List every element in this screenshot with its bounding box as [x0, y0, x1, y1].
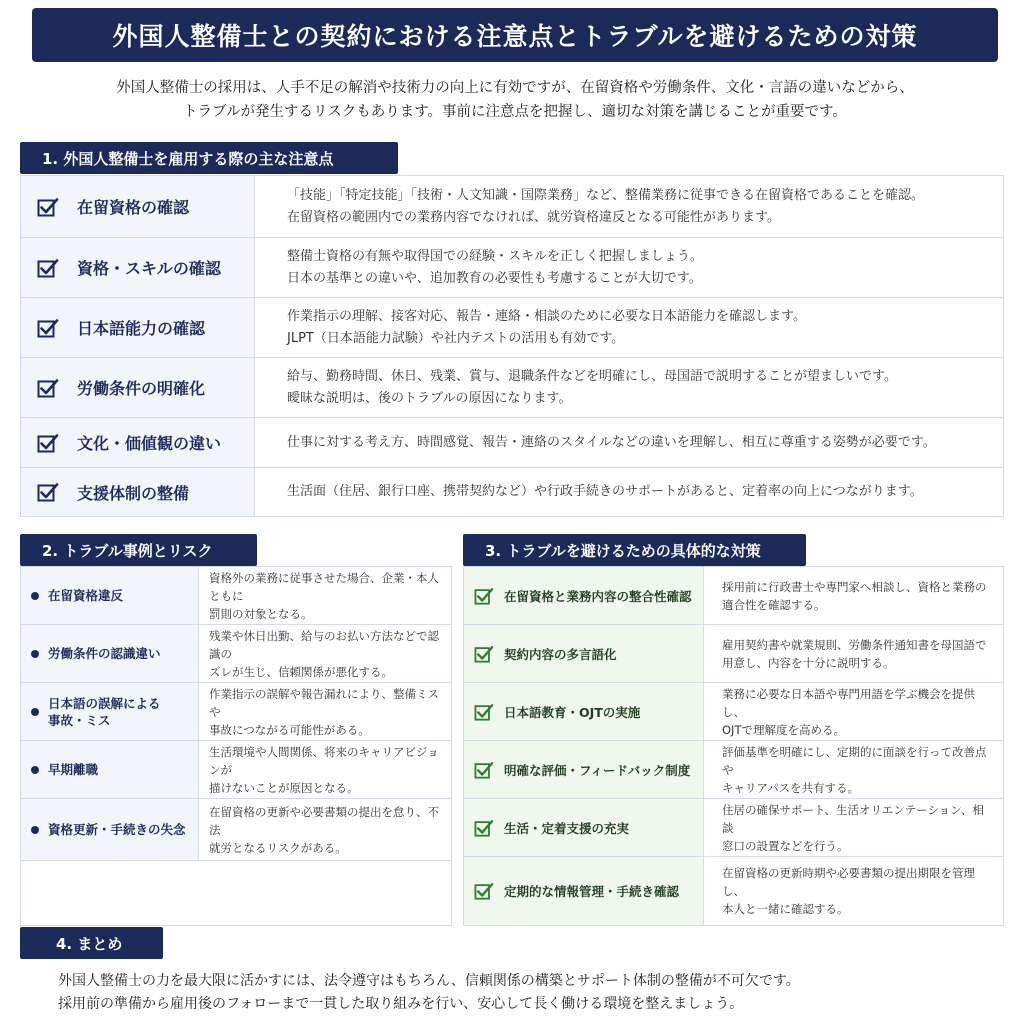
bullet-dot-icon: [31, 826, 39, 834]
row-label: [464, 857, 704, 925]
desc-line: 住居の確保サポート、生活オリエンテーション、相談: [722, 802, 984, 835]
checkbox-check-icon: [37, 433, 59, 453]
row-description: [255, 468, 1003, 516]
row-label: [21, 238, 255, 297]
row-label: [464, 683, 704, 740]
row-label: [464, 799, 704, 856]
table-row: [21, 298, 1003, 358]
desc-line: 在留資格の更新や必要書類の提出を怠り、不法: [209, 804, 439, 837]
desc-line: 本人と一緒に確認する。: [722, 902, 849, 916]
green-checkbox-check-icon: [474, 819, 494, 837]
row-label-text: 在留資格の確認: [77, 198, 190, 217]
row-description: [199, 683, 451, 740]
section3-table: [463, 566, 1004, 926]
table-row: [21, 358, 1003, 418]
bullet-dot-icon: [31, 708, 39, 716]
desc-line: 「技能」「特定技能」「技術・人文知識・国際業務」など、整備業務に従事できる在留資格であることを確認。: [287, 187, 925, 203]
row-label-text: 文化・価値観の違い: [77, 434, 222, 453]
table-row: [21, 176, 1003, 238]
checkbox-check-icon: [37, 197, 59, 217]
table-row: [21, 468, 1003, 516]
desc-line: 罰則の対象となる。: [209, 606, 313, 621]
desc-line: 作業指示の誤解や報告漏れにより、整備ミスや: [209, 686, 439, 719]
row-label-text: 在留資格と業務内容の整合性確認: [504, 588, 692, 604]
table-row: [21, 625, 451, 683]
row-label: [21, 799, 199, 860]
green-checkbox-check-icon: [474, 587, 494, 605]
row-description: [704, 625, 1003, 682]
desc-line: 適合性を確認する。: [722, 597, 826, 612]
row-label-text: 定期的な情報管理・手続き確認: [504, 884, 680, 899]
section2-table: [20, 566, 452, 926]
row-description: [704, 741, 1003, 798]
section2-heading: 2. トラブル事例とリスク: [20, 534, 257, 566]
desc-line: 評価基準を明確にし、定期的に面談を行って改善点や: [722, 744, 987, 777]
desc-line: 整備士資格の有無や取得国での経験・スキルを正しく把握しましょう。: [287, 248, 703, 264]
green-checkbox-check-icon: [474, 703, 494, 721]
table-row: [464, 683, 1003, 741]
summary-line: 外国人整備士の力を最大限に活かすには、法令遵守はもちろん、信頼関係の構築とサポート体制の整備が不可欠です。: [58, 973, 800, 989]
summary-text: [58, 970, 998, 1016]
desc-line: 給与、勤務時間、休日、残業、賞与、退職条件などを明確にし、母国語で説明することが望ましいです。: [287, 368, 897, 384]
row-label-text: 日本語能力の確認: [77, 319, 206, 338]
row-label-text: 明確な評価・フィードバック制度: [504, 762, 691, 778]
desc-line: 作業指示の理解、接客対応、報告・連絡・相談のために必要な日本語能力を確認します。: [287, 308, 806, 324]
row-label-text: 契約内容の多言語化: [504, 646, 617, 662]
bullet-dot-icon: [31, 592, 39, 600]
desc-line: 就労となるリスクがある。: [209, 840, 347, 855]
desc-line: 採用前に行政書士や専門家へ相談し、資格と業務の: [722, 579, 987, 594]
checkbox-check-icon: [37, 258, 59, 278]
table-row: [21, 567, 451, 625]
desc-line: 生活環境や人間関係、将来のキャリアビジョンが: [209, 744, 439, 777]
row-label-text: 資格・スキルの確認: [77, 259, 221, 278]
section4-heading: 4. まとめ: [20, 927, 163, 959]
row-description: [199, 567, 451, 624]
row-label: [21, 741, 199, 798]
row-label: [464, 741, 704, 798]
row-description: [255, 238, 1003, 297]
row-label-text: 労働条件の明確化: [77, 379, 206, 398]
summary-line: 採用前の準備から雇用後のフォローまで一貫した取り組みを行い、安心して長く働ける環境を整えましょう。: [58, 996, 744, 1012]
green-checkbox-check-icon: [474, 882, 494, 900]
desc-line: 曖昧な説明は、後のトラブルの原因になります。: [287, 390, 572, 406]
intro-text: [40, 76, 990, 124]
desc-line: 窓口の設置などを行う。: [722, 838, 849, 853]
row-description: [255, 176, 1003, 237]
table-row: [464, 799, 1003, 857]
row-label: [21, 468, 255, 516]
desc-line: 資格外の業務に従事させた場合、企業・本人ともに: [209, 570, 439, 603]
row-label: [21, 567, 199, 624]
row-description: [704, 683, 1003, 740]
desc-line: 在留資格の更新時期や必要書類の提出期限を管理し、: [722, 866, 975, 898]
bullet-dot-icon: [31, 766, 39, 774]
row-description: [704, 799, 1003, 856]
row-label: [21, 418, 255, 467]
green-checkbox-check-icon: [474, 761, 494, 779]
table-row: [464, 567, 1003, 625]
row-label-text: 日本語教育・OJTの実施: [504, 704, 641, 720]
table-row: [21, 741, 451, 799]
desc-line: OJTで理解度を高める。: [722, 722, 845, 737]
checkbox-check-icon: [37, 378, 59, 398]
intro-line: 外国人整備士の採用は、人手不足の解消や技術力の向上に有効ですが、在留資格や労働条件、文化・言語の違いなどから、: [116, 80, 914, 96]
row-description: [255, 298, 1003, 357]
table-row: [464, 625, 1003, 683]
row-label-text: 在留資格違反: [48, 588, 124, 603]
row-description: [199, 625, 451, 682]
desc-line: 在留資格の範囲内での業務内容でなければ、就労資格違反となる可能性があります。: [287, 209, 780, 225]
desc-line: 雇用契約書や就業規則、労働条件通知書を母国語で: [722, 637, 987, 652]
table-row: [21, 238, 1003, 298]
checkbox-check-icon: [37, 318, 59, 338]
checkbox-check-icon: [37, 482, 59, 502]
row-description: [704, 857, 1003, 925]
row-label: [21, 176, 255, 237]
desc-line: キャリアパスを共有する。: [722, 780, 860, 795]
row-label-text: 支援体制の整備: [77, 483, 190, 503]
desc-line: 業務に必要な日本語や専門用語を学ぶ機会を提供し、: [722, 686, 975, 719]
row-description: [199, 741, 451, 798]
table-row: [21, 683, 451, 741]
page-title: 外国人整備士との契約における注意点とトラブルを避けるための対策: [32, 8, 998, 62]
row-description: [255, 418, 1003, 467]
desc-line: 用意し、内容を十分に説明する。: [722, 655, 895, 670]
desc-line: 描けないことが原因となる。: [209, 780, 359, 795]
bullet-dot-icon: [31, 650, 39, 658]
table-row: [464, 741, 1003, 799]
row-label-text: 事故・ミス: [48, 712, 111, 728]
table-row: [21, 799, 451, 861]
row-label: [21, 683, 199, 740]
row-label-text: 資格更新・手続きの失念: [48, 822, 186, 837]
row-label: [464, 625, 704, 682]
row-description: [704, 567, 1003, 624]
row-description: [199, 799, 451, 860]
desc-line: 日本の基準との違いや、追加教育の必要性も考慮することが大切です。: [287, 270, 702, 286]
row-label-text: 日本語の誤解による: [48, 695, 161, 711]
row-description: [255, 358, 1003, 417]
row-label: [21, 625, 199, 682]
section1-table: [20, 175, 1004, 517]
intro-line: トラブルが発生するリスクもあります。事前に注意点を把握し、適切な対策を講じることが重要です。: [183, 104, 847, 120]
desc-line: 生活面（住居、銀行口座、携帯契約など）や行政手続きのサポートがあると、定着率の向上につながります。: [287, 484, 923, 499]
row-label: [464, 567, 704, 624]
section1-heading: 1. 外国人整備士を雇用する際の主な注意点: [20, 142, 398, 174]
desc-line: JLPT（日本語能力試験）や社内テストの活用も有効です。: [287, 330, 625, 346]
desc-line: ズレが生じ、信頼関係が悪化する。: [209, 664, 393, 679]
table-row: [21, 418, 1003, 468]
row-label-text: 生活・定着支援の充実: [504, 820, 630, 836]
row-label-text: 労働条件の認識違い: [48, 646, 161, 661]
green-checkbox-check-icon: [474, 645, 494, 663]
section3-heading: 3. トラブルを避けるための具体的な対策: [463, 534, 806, 566]
desc-line: 事故につながる可能性がある。: [209, 722, 370, 737]
row-label: [21, 358, 255, 417]
table-row: [464, 857, 1003, 925]
desc-line: 残業や休日出勤、給与のお払い方法などで認識の: [209, 628, 439, 661]
row-label-text: 早期離職: [48, 762, 99, 777]
row-label: [21, 298, 255, 357]
desc-line: 仕事に対する考え方、時間感覚、報告・連絡のスタイルなどの違いを理解し、相互に尊重する姿勢が必要です。: [287, 434, 936, 450]
